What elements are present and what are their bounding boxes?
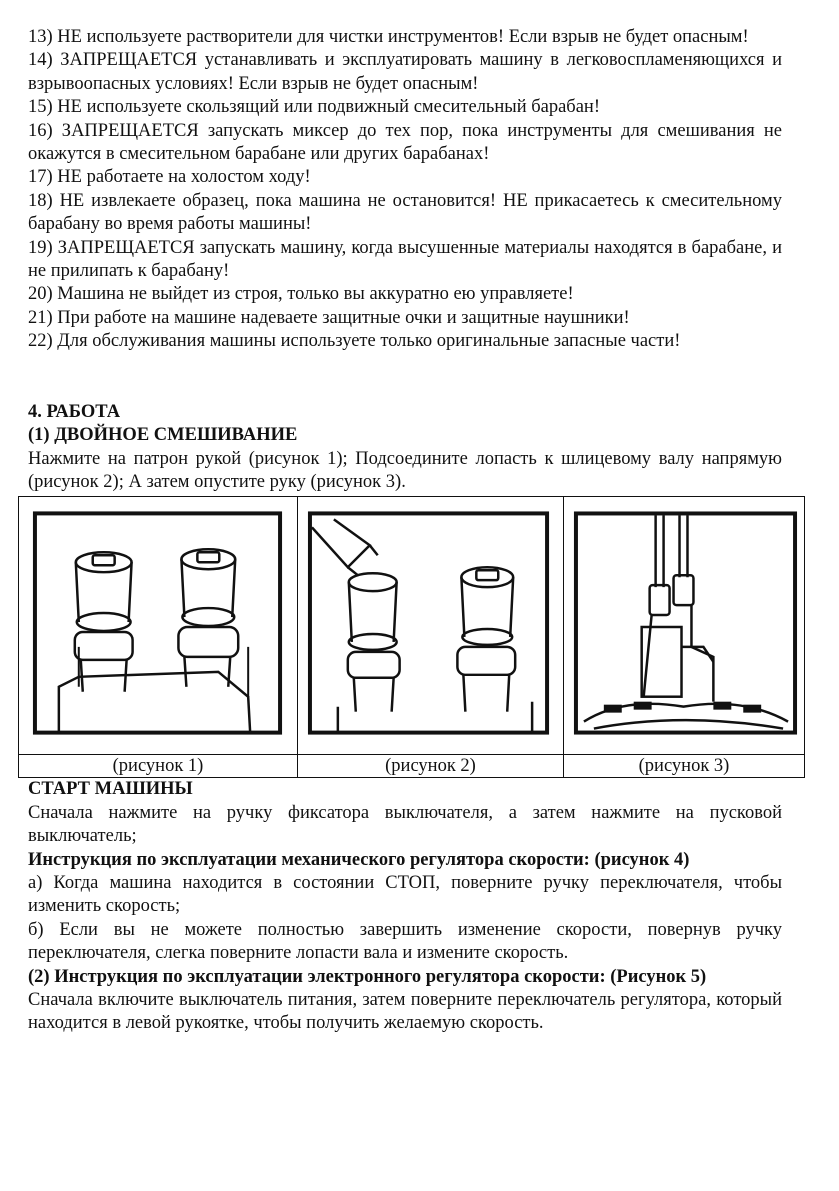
figure-3-caption: (рисунок 3) [564, 755, 805, 778]
rule-18: 18) НЕ извлекаете образец, пока машина не остановится! НЕ прикасаетесь к смесительному барабану во время работы машины! [28, 190, 782, 235]
figure-2-cell [298, 497, 564, 755]
figure-1-caption: (рисунок 1) [19, 755, 298, 778]
figure-2-paddle-illustration [298, 497, 563, 754]
figure-3-cell [564, 497, 805, 755]
rule-19: 19) ЗАПРЕЩАЕТСЯ запускать машину, когда высушенные материалы находятся в барабане, и не прилипать к барабану! [28, 237, 782, 282]
document-page [28, 26, 782, 1036]
rule-15: 15) НЕ используете скользящий или подвижный смесительный барабан! [28, 97, 600, 118]
mech-speed-title: Инструкция по эксплуатации механического регулятора скорости: (рисунок 4) [28, 849, 690, 870]
rule-13: 13) НЕ используете растворители для чистки инструментов! Если взрыв не будет опасным! [28, 27, 749, 47]
section-title: 4. РАБОТА [28, 401, 121, 422]
mech-speed-b: б) Если вы не можете полностью завершить изменение скорости, повернув ручку переключателя, слегка поверните лопасти вала и измените скорость. [28, 919, 782, 964]
figure-1-chuck-illustration [19, 497, 297, 754]
section-subtitle: (1) ДВОЙНОЕ СМЕШИВАНИЕ [28, 425, 298, 446]
figure-table [18, 496, 805, 778]
elec-speed-title: (2) Инструкция по эксплуатации электронного регулятора скорости: (Рисунок 5) [28, 966, 707, 987]
rule-17: 17) НЕ работаете на холостом ходу! [28, 167, 311, 188]
rule-14: 14) ЗАПРЕЩАЕТСЯ устанавливать и эксплуатировать машину в легковоспламеняющихся и взрывоопасных условиях! Если взрыв не будет опасным! [28, 50, 782, 94]
start-title: СТАРТ МАШИНЫ [28, 779, 193, 800]
rule-21: 21) При работе на машине надеваете защитные очки и защитные наушники! [28, 307, 630, 328]
rule-20: 20) Машина не выйдет из строя, только вы аккуратно ею управляете! [28, 284, 574, 305]
mech-speed-a: а) Когда машина находится в состоянии СТОП, поверните ручку переключателя, чтобы изменить скорость; [28, 872, 782, 917]
rule-22: 22) Для обслуживания машины используете только оригинальные запасные части! [28, 331, 681, 352]
elec-speed-text: Сначала включите выключатель питания, затем поверните переключатель регулятора, который находится в левой рукоятке, чтобы получить желаемую скорость. [28, 989, 782, 1034]
figure-3-mixer-illustration [564, 497, 804, 754]
section-intro: Нажмите на патрон рукой (рисунок 1); Подсоедините лопасть к шлицевому валу напрямую (рисунок 2); А затем опустите руку (рисунок 3). [28, 448, 782, 492]
figure-2-caption: (рисунок 2) [298, 755, 564, 778]
start-text: Сначала нажмите на ручку фиксатора выключателя, а затем нажмите на пусковой выключатель; [28, 802, 782, 847]
rule-16: 16) ЗАПРЕЩАЕТСЯ запускать миксер до тех пор, пока инструменты для смешивания не окажутся в смесительном барабане или других барабанах! [28, 120, 782, 165]
figure-1-cell [19, 497, 298, 755]
